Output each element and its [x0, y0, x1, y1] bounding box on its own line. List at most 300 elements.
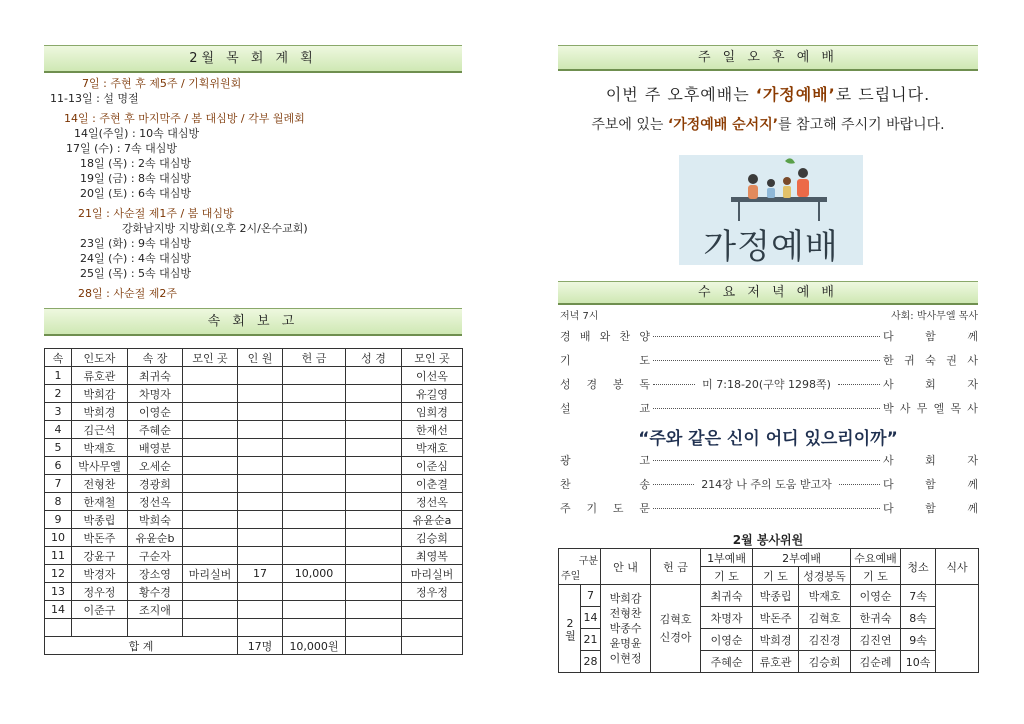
- table-cell: 장소영: [128, 565, 183, 583]
- vol-header-guide: 안 내: [601, 549, 651, 585]
- table-cell: 정선옥: [128, 493, 183, 511]
- table-row: [45, 475, 463, 493]
- order-label-char: 고: [639, 454, 650, 467]
- order-person-char: 함: [925, 330, 936, 343]
- volunteer-title: 2월 봉사위원: [732, 533, 804, 547]
- wed-order-1: [560, 328, 978, 424]
- vol-prayer-wed: 한귀숙: [851, 607, 901, 629]
- order-label-char: 성: [560, 378, 571, 391]
- table-cell: 12: [45, 565, 72, 583]
- plan-line: 21일 : 사순절 제1주 / 봄 대심방: [78, 207, 234, 220]
- order-person-char: 께: [967, 502, 978, 515]
- table-row: [559, 585, 979, 607]
- order-label: [560, 476, 650, 492]
- order-label: [560, 452, 650, 468]
- table-cell: 구순자: [128, 547, 183, 565]
- order-person-char: 회: [925, 378, 936, 391]
- wed-title: 수 요 저 녁 예 배: [697, 285, 838, 300]
- vol-header-reading: 성경봉독: [799, 567, 851, 585]
- order-person: [883, 476, 978, 492]
- table-cell: 박사무엘: [72, 457, 128, 475]
- vol-prayer-1: 차명자: [701, 607, 753, 629]
- family-worship-image: [679, 155, 863, 265]
- table-cell: [183, 421, 238, 439]
- vol-header-prayer-wed: 기 도: [851, 567, 901, 585]
- table-cell: 11: [45, 547, 72, 565]
- table-cell: 정우정: [72, 583, 128, 601]
- table-row: [45, 385, 463, 403]
- table-cell: [238, 529, 283, 547]
- table-cell: [346, 511, 402, 529]
- vol-corner-bottom: 주일: [561, 570, 581, 582]
- vol-prayer-wed: 이영순: [851, 585, 901, 607]
- vol-day: 28: [581, 651, 601, 673]
- plan-list: [50, 76, 460, 301]
- table-cell: [238, 475, 283, 493]
- table-cell: [238, 457, 283, 475]
- table-cell: 전형찬: [72, 475, 128, 493]
- table-cell: [283, 403, 346, 421]
- table-row: [45, 529, 463, 547]
- order-label-char: 교: [639, 402, 650, 415]
- order-detail: 214장 나 주의 도움 받고자: [701, 478, 832, 491]
- table-cell: 7: [45, 475, 72, 493]
- order-person-char: 께: [967, 330, 978, 343]
- table-cell: [238, 601, 283, 619]
- plan-line: 18일 (목) : 2속 대심방: [80, 157, 192, 170]
- vol-header-second: 2부예배: [753, 549, 851, 567]
- order-label-char: 봉: [612, 378, 624, 391]
- vol-clean: 8속: [901, 607, 936, 629]
- table-cell: [346, 493, 402, 511]
- order-person-char: 사: [899, 402, 911, 415]
- order-person: [883, 352, 978, 368]
- table-cell: 박돈주: [72, 529, 128, 547]
- order-label: [560, 400, 650, 416]
- vol-reading: 박재호: [799, 585, 851, 607]
- order-person: [883, 400, 978, 416]
- wed-meta: [560, 307, 978, 322]
- table-cell: 김근석: [72, 421, 128, 439]
- order-person: [883, 500, 978, 516]
- plan-line: 25일 (목) : 5속 대심방: [80, 267, 192, 280]
- table-cell: 이선옥: [402, 367, 463, 385]
- order-label-char: 배: [579, 330, 591, 343]
- family-illustration: [679, 155, 863, 225]
- table-cell: 17: [238, 565, 283, 583]
- plan-line: 강화남지방 지방회(오후 2시/온수교회): [122, 222, 308, 235]
- leader-dots: [653, 460, 880, 461]
- table-cell: 류호관: [72, 367, 128, 385]
- vol-clean: 7속: [901, 585, 936, 607]
- table-cell: [283, 619, 346, 637]
- table-cell: 9: [45, 511, 72, 529]
- table-cell: [346, 457, 402, 475]
- order-label-char: 와: [599, 330, 611, 343]
- table-cell: [346, 439, 402, 457]
- vol-corner-cell: [559, 549, 601, 585]
- table-cell: 13: [45, 583, 72, 601]
- table-cell: [183, 403, 238, 421]
- order-label-char: 찬: [560, 478, 571, 491]
- table-cell: [346, 601, 402, 619]
- table-cell: 임희경: [402, 403, 463, 421]
- vol-guide-name: 이현정: [609, 652, 642, 665]
- order-person-char: 사: [967, 354, 978, 367]
- table-row: [45, 583, 463, 601]
- vol-guide-name: 전형찬: [609, 607, 642, 620]
- table-cell: 경광희: [128, 475, 183, 493]
- order-row: [560, 452, 978, 476]
- table-cell: 마리실버: [183, 565, 238, 583]
- order-label-char: 주: [560, 502, 571, 515]
- table-cell: 최귀숙: [128, 367, 183, 385]
- vol-prayer-2: 박희경: [753, 629, 799, 651]
- vol-prayer-wed: 김진연: [851, 629, 901, 651]
- plan-line: 24일 (수) : 4속 대심방: [80, 252, 192, 265]
- order-label-char: 기: [560, 354, 571, 367]
- volunteer-table: [558, 548, 979, 673]
- sermon-title: “주와 같은 신이 어디 있으리이까”: [638, 429, 898, 449]
- sok-report-table: [44, 348, 463, 655]
- table-row: [45, 421, 463, 439]
- table-cell: [283, 583, 346, 601]
- table-cell: 이준구: [72, 601, 128, 619]
- leader-dots: [653, 336, 880, 337]
- leader-dots: [839, 484, 880, 485]
- plan-line: 11-13일 : 설 명절: [50, 92, 139, 105]
- table-row: [45, 457, 463, 475]
- table-cell: [283, 547, 346, 565]
- sok-header-cell: 속 장: [128, 349, 183, 367]
- table-cell: [283, 457, 346, 475]
- table-cell: [346, 529, 402, 547]
- order-person-char: 자: [967, 378, 978, 391]
- table-cell: 박재호: [402, 439, 463, 457]
- order-label-char: 경: [586, 378, 598, 391]
- order-label-char: 광: [560, 454, 571, 467]
- table-cell: [183, 385, 238, 403]
- order-row: [560, 376, 978, 400]
- leader-dots: [653, 384, 695, 385]
- table-cell: 10: [45, 529, 72, 547]
- vol-header-offering: 헌 금: [651, 549, 701, 585]
- table-cell: [183, 439, 238, 457]
- vol-clean: 10속: [901, 651, 936, 673]
- family-worship-caption: 가정예배: [703, 227, 839, 267]
- order-person-char: 회: [925, 454, 936, 467]
- order-person-char: 엘: [933, 402, 945, 415]
- order-person-char: 께: [967, 478, 978, 491]
- table-cell: 이준심: [402, 457, 463, 475]
- order-person-char: 다: [883, 330, 894, 343]
- vol-clean: 9속: [901, 629, 936, 651]
- table-cell: [238, 583, 283, 601]
- vol-header-first: 1부예배: [701, 549, 753, 567]
- sok-header-row: [45, 349, 463, 367]
- plan-line: 28일 : 사순절 제2주: [78, 287, 177, 300]
- table-cell: [183, 619, 238, 637]
- vol-guide-name: 박희감: [609, 592, 642, 605]
- table-cell: [283, 493, 346, 511]
- vol-day: 14: [581, 607, 601, 629]
- table-cell: 강윤구: [72, 547, 128, 565]
- table-cell: [238, 439, 283, 457]
- table-cell: [238, 547, 283, 565]
- order-person: [883, 376, 978, 392]
- table-cell: [183, 367, 238, 385]
- plan-title: 2월 목 회 계 획: [189, 51, 317, 66]
- table-cell: 마리실버: [402, 565, 463, 583]
- table-cell: 유길영: [402, 385, 463, 403]
- table-cell: [238, 367, 283, 385]
- vol-header-meal: 식사: [936, 549, 979, 585]
- table-cell: 한재선: [402, 421, 463, 439]
- leader-dots: [653, 508, 880, 509]
- vol-prayer-2: 류호관: [753, 651, 799, 673]
- leader-dots: [653, 408, 880, 409]
- table-cell: [346, 421, 402, 439]
- table-cell: 정우정: [402, 583, 463, 601]
- table-cell: 이영순: [128, 403, 183, 421]
- order-label-char: 송: [639, 478, 650, 491]
- vol-guide-name: 박종수: [609, 622, 642, 635]
- order-label-char: 찬: [619, 330, 631, 343]
- table-cell: [402, 601, 463, 619]
- plan-line: 17일 (수) : 7속 대심방: [66, 142, 178, 155]
- vol-header-row-1: [559, 549, 979, 567]
- order-person-char: 박: [883, 402, 894, 415]
- sok-header-cell: 속: [45, 349, 72, 367]
- table-cell: 이춘결: [402, 475, 463, 493]
- order-person: [883, 328, 978, 344]
- table-row: [45, 511, 463, 529]
- vol-header-wed: 수요예배: [851, 549, 901, 567]
- vol-offering: [651, 585, 701, 673]
- order-row: [560, 352, 978, 376]
- order-person-char: 목: [950, 402, 962, 415]
- table-cell: [183, 493, 238, 511]
- plan-line: 7일 : 주현 후 제5주 / 기획위원회: [82, 77, 242, 90]
- order-person-char: 무: [916, 402, 928, 415]
- order-label: [560, 328, 650, 344]
- table-cell: 박희경: [72, 403, 128, 421]
- table-row: [45, 439, 463, 457]
- table-cell: 김승희: [402, 529, 463, 547]
- vol-header-clean: 청소: [901, 549, 936, 585]
- order-person-char: 다: [883, 478, 894, 491]
- afternoon-line2: 주보에 있는 ‘가정예배 순서지’를 참고해 주시기 바랍니다.: [591, 117, 945, 133]
- table-cell: 박경자: [72, 565, 128, 583]
- table-cell: [346, 547, 402, 565]
- plan-line: 14일 : 주현 후 마지막주 / 봄 대심방 / 각부 월례회: [64, 112, 305, 125]
- table-cell: [238, 403, 283, 421]
- table-row: [45, 565, 463, 583]
- table-cell: 박재호: [72, 439, 128, 457]
- order-person-char: 숙: [925, 354, 936, 367]
- order-label-char: 경: [560, 330, 571, 343]
- sok-total-label: 합 계: [45, 637, 238, 655]
- plan-line: 20일 (토) : 6속 대심방: [80, 187, 192, 200]
- table-cell: 박희숙: [128, 511, 183, 529]
- order-person-char: 다: [883, 502, 894, 515]
- table-cell: [283, 421, 346, 439]
- table-row: [45, 493, 463, 511]
- order-label-char: 도: [612, 502, 624, 515]
- wed-host: 사회: 박사무엘 목사: [890, 311, 978, 322]
- table-cell: 4: [45, 421, 72, 439]
- vol-reading: 김승희: [799, 651, 851, 673]
- table-cell: [283, 385, 346, 403]
- table-cell: [183, 583, 238, 601]
- table-cell: 유윤순a: [402, 511, 463, 529]
- vol-day: 7: [581, 585, 601, 607]
- afternoon-line1: 이번 주 오후예배는 ‘가정예배’로 드립니다.: [605, 85, 931, 104]
- order-label: [560, 376, 650, 392]
- table-cell: [238, 421, 283, 439]
- order-row: [560, 328, 978, 352]
- order-person-char: 사: [967, 402, 978, 415]
- vol-reading: 김진경: [799, 629, 851, 651]
- table-cell: [346, 475, 402, 493]
- order-label-char: 설: [560, 402, 571, 415]
- order-person-char: 귀: [904, 354, 915, 367]
- table-cell: 14: [45, 601, 72, 619]
- vol-offering-name: 김혁호: [659, 612, 692, 626]
- sok-header-cell: 인 원: [238, 349, 283, 367]
- table-row: [45, 619, 463, 637]
- table-cell: [283, 529, 346, 547]
- table-cell: [183, 457, 238, 475]
- sok-header-cell: 성 경: [346, 349, 402, 367]
- vol-prayer-1: 주혜순: [701, 651, 753, 673]
- vol-prayer-wed: 김순례: [851, 651, 901, 673]
- table-row: [45, 547, 463, 565]
- order-row: [560, 476, 978, 500]
- sok-header-cell: 헌 금: [283, 349, 346, 367]
- order-label-char: 기: [586, 502, 598, 515]
- vol-meal: [936, 585, 979, 673]
- table-cell: 2: [45, 385, 72, 403]
- order-row: [560, 400, 978, 424]
- plan-title-bar: [44, 45, 462, 73]
- table-cell: 차명자: [128, 385, 183, 403]
- order-person-char: 함: [925, 478, 936, 491]
- leader-dots: [838, 384, 880, 385]
- sok-total-count: 17명: [238, 637, 283, 655]
- sok-total-amount: 10,000원: [283, 637, 346, 655]
- table-row: [45, 367, 463, 385]
- vol-prayer-2: 박돈주: [753, 607, 799, 629]
- table-cell: [402, 619, 463, 637]
- table-cell: [45, 619, 72, 637]
- table-cell: 8: [45, 493, 72, 511]
- table-row: [45, 403, 463, 421]
- table-cell: [183, 475, 238, 493]
- table-cell: [283, 511, 346, 529]
- table-cell: 최영복: [402, 547, 463, 565]
- order-label: [560, 500, 650, 516]
- order-label-char: 도: [639, 354, 650, 367]
- table-cell: [72, 619, 128, 637]
- sok-header-cell: 모인 곳: [402, 349, 463, 367]
- sok-total-row: [45, 637, 463, 655]
- vol-corner-top: 구분: [578, 555, 599, 567]
- table-cell: [183, 511, 238, 529]
- table-cell: [346, 367, 402, 385]
- leader-dots: [653, 484, 694, 485]
- table-cell: [283, 475, 346, 493]
- table-cell: 1: [45, 367, 72, 385]
- table-row: [45, 601, 463, 619]
- order-person-char: 함: [925, 502, 936, 515]
- table-cell: 주혜순: [128, 421, 183, 439]
- table-cell: [238, 511, 283, 529]
- order-label-char: 양: [639, 330, 650, 343]
- vol-month: 2월: [559, 585, 581, 673]
- vol-guides: [601, 585, 651, 673]
- vol-guide-name: 윤명윤: [609, 637, 642, 650]
- table-cell: [283, 367, 346, 385]
- sok-header-cell: 모인 곳: [183, 349, 238, 367]
- wed-order-2: [560, 452, 978, 524]
- order-person-char: 권: [946, 354, 957, 367]
- table-cell: 10,000: [283, 565, 346, 583]
- table-cell: [183, 601, 238, 619]
- table-cell: 정선옥: [402, 493, 463, 511]
- order-person-char: 사: [883, 378, 894, 391]
- sok-title-bar: [44, 308, 462, 336]
- table-cell: [346, 385, 402, 403]
- table-cell: 황수경: [128, 583, 183, 601]
- table-cell: [346, 565, 402, 583]
- table-cell: 5: [45, 439, 72, 457]
- afternoon-title-bar: [558, 45, 978, 71]
- table-cell: 배영분: [128, 439, 183, 457]
- table-cell: 6: [45, 457, 72, 475]
- order-person-char: 사: [883, 454, 894, 467]
- table-cell: [238, 493, 283, 511]
- table-cell: [238, 385, 283, 403]
- table-cell: 박종립: [72, 511, 128, 529]
- order-person: [883, 452, 978, 468]
- table-cell: 유윤순b: [128, 529, 183, 547]
- leader-dots: [653, 360, 880, 361]
- table-cell: [183, 547, 238, 565]
- table-cell: [283, 601, 346, 619]
- wed-title-bar: [558, 281, 978, 305]
- plan-line: 23일 (화) : 9속 대심방: [80, 237, 192, 250]
- vol-prayer-1: 최귀숙: [701, 585, 753, 607]
- table-cell: 3: [45, 403, 72, 421]
- vol-reading: 김혁호: [799, 607, 851, 629]
- vol-day: 21: [581, 629, 601, 651]
- table-cell: [128, 619, 183, 637]
- order-label-char: 독: [639, 378, 650, 391]
- table-cell: 한재철: [72, 493, 128, 511]
- table-cell: [346, 619, 402, 637]
- order-detail: 미 7:18-20(구약 1298쪽): [702, 378, 831, 391]
- order-row: [560, 500, 978, 524]
- vol-offering-name: 신경아: [659, 630, 692, 644]
- afternoon-title: 주 일 오 후 예 배: [697, 50, 838, 65]
- table-cell: [283, 439, 346, 457]
- sok-header-cell: 인도자: [72, 349, 128, 367]
- table-cell: [346, 403, 402, 421]
- table-cell: 박희감: [72, 385, 128, 403]
- sok-title: 속 회 보 고: [207, 314, 299, 329]
- wed-time: 저녁 7시: [560, 311, 599, 322]
